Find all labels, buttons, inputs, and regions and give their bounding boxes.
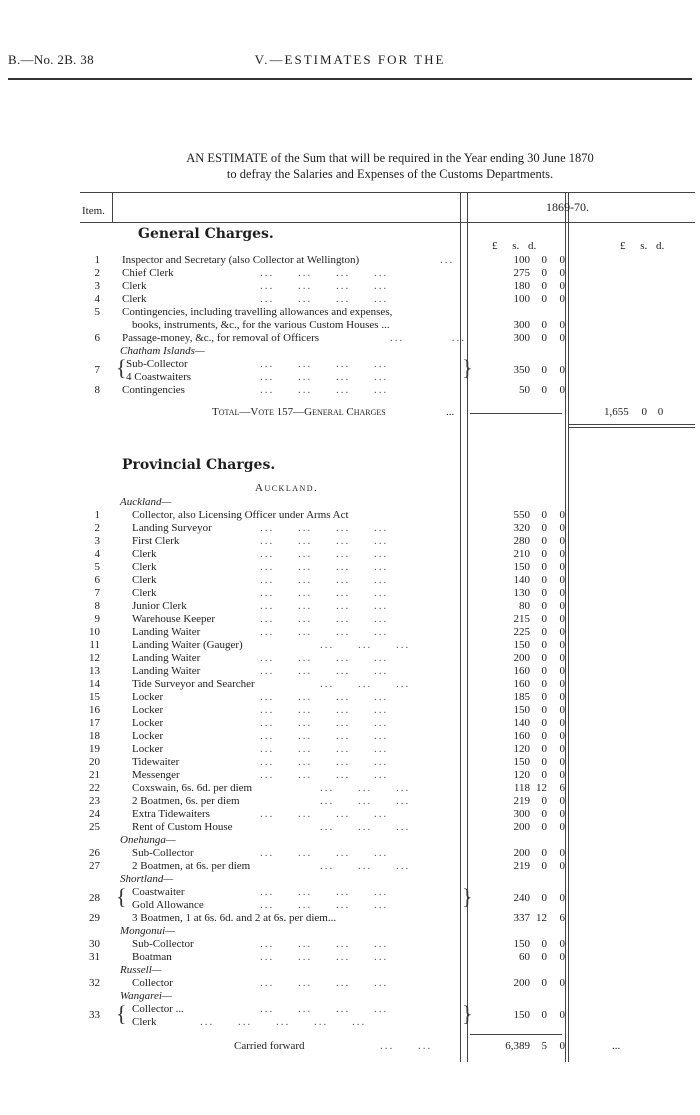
amount-pence: 0 (559, 600, 565, 612)
amount-pence: 0 (559, 587, 565, 599)
amount-shillings: 0 (541, 548, 547, 560)
item-number: 9 (94, 613, 100, 625)
shortland-label: Shortland— (120, 873, 174, 885)
item-description: Landing Waiter (132, 626, 201, 638)
item-description: Junior Clerk (132, 600, 187, 612)
item-description: Locker (132, 717, 164, 729)
dots: ... ... ... ... (260, 626, 389, 638)
header-rule (8, 78, 692, 80)
table-row: 30 Sub-Collector ... ... ... ... 150 0 0 (89, 938, 565, 950)
amount-pence: 0 (559, 548, 565, 560)
amount-pence: 0 (559, 574, 565, 586)
total-double-rule-2 (568, 427, 695, 428)
dots: ... ... ... ... (260, 730, 389, 742)
dots: ... ... ... ... (260, 665, 389, 677)
table-row (80, 587, 680, 600)
dots: ... ... ... ... (260, 561, 389, 573)
item-number: 16 (89, 704, 100, 716)
carried-forward-amount: 6,389 5 0 (505, 1040, 565, 1052)
dots: ... ... ... ... (260, 808, 389, 820)
dots: ... ... ... ... (260, 652, 389, 664)
dots: ... ... ... ... (260, 691, 389, 703)
item-description: Clerk (132, 587, 157, 599)
item-number: 6 (94, 574, 100, 586)
dots: ... ... ... ... (260, 743, 389, 755)
amount-shillings: 0 (541, 756, 547, 768)
amount-pounds: 150 (513, 704, 530, 716)
amount-shillings: 0 (541, 821, 547, 833)
item-description: Warehouse Keeper (132, 613, 216, 625)
item-number: 20 (89, 756, 100, 768)
chatham-islands-label: Chatham Islands— (120, 345, 205, 357)
section-provincial-charges: Provincial Charges. (122, 457, 276, 473)
dots: ... ... ... (320, 782, 411, 794)
currency-header-left (492, 240, 536, 252)
table-row: 31 Boatman ... ... ... ... 60 0 0 (89, 951, 565, 963)
right-brace: } (462, 1001, 473, 1026)
running-head: V.—ESTIMATES FOR THE (254, 52, 446, 67)
amount-shillings: 0 (541, 613, 547, 625)
amount-shillings: 0 (541, 652, 547, 664)
amount-pence: 0 (559, 509, 565, 521)
pence-label-2: d. (656, 240, 665, 252)
table-row (80, 769, 680, 782)
table-row: 1 Inspector and Secretary (also Collector at Wellington) ... 100 0 0 (94, 254, 565, 266)
amount-pence: 0 (559, 743, 565, 755)
table-row (80, 743, 680, 756)
item-description: Landing Waiter (132, 665, 201, 677)
dots: ... ... ... (320, 639, 411, 651)
carried-forward-label: Carried forward (234, 1040, 305, 1052)
amount-pence: 0 (559, 652, 565, 664)
table-row (80, 509, 680, 522)
amount-pounds: 210 (513, 548, 530, 560)
year-column-header: 1869-70. (546, 200, 589, 214)
dots: ... ... ... ... (260, 587, 389, 599)
dots: ... ... ... ... (260, 535, 389, 547)
item-number: 23 (89, 795, 100, 807)
table-row (80, 522, 680, 535)
amount-shillings: 0 (541, 522, 547, 534)
item-description: Locker (132, 730, 164, 742)
item-number: 12 (89, 652, 100, 664)
amount-pounds: 120 (513, 743, 530, 755)
table-row: books, instruments, &c., for the various Custom Houses ... 300 0 0 (132, 319, 565, 331)
title-line-1: AN ESTIMATE of the Sum that will be required in the Year ending 30 June 1870 (186, 151, 594, 165)
amount-shillings: 0 (541, 795, 547, 807)
dots: ... ... ... ... (260, 717, 389, 729)
section-general-charges: General Charges. (138, 226, 274, 242)
item-description: Landing Surveyor (132, 522, 212, 534)
amount-pounds: 215 (513, 613, 530, 625)
russell-label: Russell— (120, 964, 162, 976)
pence-label: d. (528, 240, 537, 252)
dots: ... ... ... ... (260, 574, 389, 586)
right-brace: } (462, 884, 473, 909)
table-row: 32 Collector ... ... ... ... 200 0 0 (89, 977, 565, 989)
table-row: 33 150 0 0 (89, 1009, 565, 1021)
amount-pounds: 550 (513, 509, 530, 521)
table-row (80, 717, 680, 730)
item-description: Clerk (132, 574, 157, 586)
shilling-label-2: s. (640, 240, 648, 252)
amount-shillings: 0 (541, 730, 547, 742)
dots: ... ... ... ... (260, 600, 389, 612)
shilling-label: s. (512, 240, 520, 252)
item-description: 2 Boatmen, 6s. per diem (132, 795, 240, 807)
total-rule (470, 413, 562, 414)
dots: ... ... ... ... (260, 704, 389, 716)
table-row: 6 Passage-money, &c., for removal of Officers ... ... 300 0 0 (94, 332, 565, 344)
amount-pence: 0 (559, 795, 565, 807)
item-description: Locker (132, 704, 164, 716)
amount-pence: 0 (559, 561, 565, 573)
amount-pounds: 185 (513, 691, 530, 703)
dots: ... ... ... ... (260, 756, 389, 768)
amount-pence: 0 (559, 522, 565, 534)
item-number: 22 (89, 782, 100, 794)
table-row (80, 665, 680, 678)
auckland-label: Auckland— (120, 496, 172, 508)
table-row: 29 3 Boatmen, 1 at 6s. 6d. and 2 at 6s. per diem... 337 12 6 (89, 912, 565, 924)
table-row (80, 574, 680, 587)
table-row (80, 652, 680, 665)
amount-pence: 0 (559, 691, 565, 703)
dots: ... ... ... ... (260, 548, 389, 560)
header-bottom-rule (80, 222, 695, 223)
carried-forward-right: ... (612, 1040, 621, 1052)
left-brace: { (116, 355, 127, 380)
amount-pounds: 200 (513, 821, 530, 833)
item-description: Collector, also Licensing Officer under Arms Act (132, 509, 349, 521)
amount-shillings: 0 (541, 626, 547, 638)
auckland-subheader: Auckland. (255, 482, 319, 494)
amount-shillings: 0 (541, 743, 547, 755)
amount-pence: 0 (559, 730, 565, 742)
amount-shillings: 0 (541, 665, 547, 677)
amount-pounds: 150 (513, 756, 530, 768)
table-row (80, 756, 680, 769)
amount-pence: 0 (559, 665, 565, 677)
table-row (80, 678, 680, 691)
amount-shillings: 0 (541, 769, 547, 781)
amount-shillings: 12 (536, 782, 547, 794)
amount-shillings: 0 (541, 535, 547, 547)
table-row: Gold Allowance ... ... ... ... (132, 899, 389, 911)
amount-pence: 0 (559, 535, 565, 547)
amount-pence: 0 (559, 639, 565, 651)
table-row: Clerk ... ... ... ... ... (132, 1016, 367, 1028)
amount-pounds: 140 (513, 717, 530, 729)
item-number: 14 (89, 678, 100, 690)
table-row: Coastwaiter ... ... ... ... (132, 886, 389, 898)
mongonui-label: Mongonui— (120, 925, 175, 937)
table-row (80, 639, 680, 652)
amount-shillings: 0 (541, 587, 547, 599)
amount-pounds: 160 (513, 665, 530, 677)
amount-pence: 0 (559, 704, 565, 716)
amount-pounds: 200 (513, 652, 530, 664)
pound-label: £ (492, 240, 498, 252)
item-number: 5 (94, 561, 100, 573)
table-row (80, 691, 680, 704)
item-number: 17 (89, 717, 100, 729)
item-description: Landing Waiter (Gauger) (132, 639, 243, 651)
item-description: Rent of Custom House (132, 821, 233, 833)
table-row: 3 Clerk ... ... ... ... 180 0 0 (94, 280, 565, 292)
table-row (80, 821, 680, 834)
table-row: 7 350 0 0 (94, 364, 565, 376)
item-number: 13 (89, 665, 100, 677)
amount-pence: 0 (559, 613, 565, 625)
amount-pence: 0 (559, 678, 565, 690)
item-number: 11 (89, 639, 100, 651)
item-number: 25 (89, 821, 100, 833)
table-row (80, 795, 680, 808)
table-row (80, 782, 680, 795)
item-number: 8 (94, 600, 100, 612)
table-row: 26 Sub-Collector ... ... ... ... 200 0 0 (89, 847, 565, 859)
amount-shillings: 0 (541, 704, 547, 716)
item-number: 24 (89, 808, 100, 820)
amount-shillings: 0 (541, 600, 547, 612)
item-description: Extra Tidewaiters (132, 808, 210, 820)
item-number: 18 (89, 730, 100, 742)
item-number: 2 (94, 522, 100, 534)
table-row: Sub-Collector ... ... ... ... (126, 358, 389, 370)
amount-pounds: 160 (513, 678, 530, 690)
dots: ... ... (380, 1040, 433, 1052)
title-line-2: to defray the Salaries and Expenses of the Customs Departments. (226, 167, 554, 181)
item-number: 1 (94, 509, 100, 521)
amount-shillings: 0 (541, 509, 547, 521)
amount-pounds: 219 (513, 795, 530, 807)
amount-pence: 0 (559, 821, 565, 833)
page-number: B.—No. 2B. 38 (8, 52, 94, 67)
item-number: 7 (94, 587, 100, 599)
item-description: Landing Waiter (132, 652, 201, 664)
table-row: 2 Chief Clerk ... ... ... ... 275 0 0 (94, 267, 565, 279)
item-number: 10 (89, 626, 100, 638)
amount-pounds: 130 (513, 587, 530, 599)
amount-pounds: 300 (513, 808, 530, 820)
carried-rule (470, 1034, 562, 1035)
table-row (80, 600, 680, 613)
right-brace: } (462, 355, 473, 380)
onehunga-label: Onehunga— (120, 834, 176, 846)
amount-pounds: 80 (519, 600, 530, 612)
estimate-title (130, 150, 650, 182)
amount-pounds: 225 (513, 626, 530, 638)
amount-shillings: 0 (541, 561, 547, 573)
item-description: Clerk (132, 561, 157, 573)
table-row (80, 535, 680, 548)
item-number: 15 (89, 691, 100, 703)
dots: ... ... ... ... (260, 769, 389, 781)
dots: ... (446, 406, 455, 418)
amount-shillings: 0 (541, 808, 547, 820)
table-row: Collector ... ... ... ... ... (132, 1003, 389, 1015)
dots: ... ... ... (320, 821, 411, 833)
item-description: Locker (132, 743, 164, 755)
table-row: 8 Contingencies ... ... ... ... 50 0 0 (94, 384, 565, 396)
dots: ... ... ... ... (260, 522, 389, 534)
amount-pence: 0 (559, 717, 565, 729)
table-row: 28 240 0 0 (89, 892, 565, 904)
item-description: Locker (132, 691, 164, 703)
amount-pounds: 160 (513, 730, 530, 742)
general-total-amount: 1,655 0 0 (604, 406, 664, 418)
wangarei-label: Wangarei— (120, 990, 172, 1002)
item-number: 21 (89, 769, 100, 781)
dots: ... ... ... ... (260, 613, 389, 625)
amount-shillings: 0 (541, 717, 547, 729)
table-row (80, 808, 680, 821)
table-row (80, 704, 680, 717)
dots: ... ... ... (320, 795, 411, 807)
item-number: 3 (94, 535, 100, 547)
dots: ... ... ... (320, 678, 411, 690)
amount-pounds: 150 (513, 561, 530, 573)
amount-pounds: 118 (513, 782, 530, 794)
amount-pence: 0 (559, 626, 565, 638)
table-row: 27 2 Boatmen, at 6s. per diem ... ... ... 219 0 0 (89, 860, 565, 872)
amount-pounds: 140 (513, 574, 530, 586)
item-description: First Clerk (132, 535, 180, 547)
amount-pounds: 120 (513, 769, 530, 781)
table-top-rule (80, 192, 695, 193)
table-row: 4 Clerk ... ... ... ... 100 0 0 (94, 293, 565, 305)
table-row (80, 613, 680, 626)
currency-header-right (620, 240, 664, 252)
pound-label-2: £ (620, 240, 626, 252)
item-number: 4 (94, 548, 100, 560)
amount-shillings: 0 (541, 639, 547, 651)
amount-pence: 0 (559, 769, 565, 781)
amount-shillings: 0 (541, 691, 547, 703)
amount-shillings: 0 (541, 678, 547, 690)
item-description: Tidewaiter (132, 756, 180, 768)
table-row (80, 548, 680, 561)
item-number: 19 (89, 743, 100, 755)
item-col-divider (112, 192, 113, 222)
amount-pounds: 280 (513, 535, 530, 547)
left-brace: { (116, 1001, 127, 1026)
amount-pence: 0 (559, 808, 565, 820)
item-description: Coxswain, 6s. 6d. per diem (132, 782, 253, 794)
table-row (80, 626, 680, 639)
general-total-label: Total—Vote 157—General Charges (212, 406, 386, 418)
total-double-rule-1 (568, 424, 695, 425)
item-column-header: Item. (82, 205, 105, 217)
left-brace: { (116, 884, 127, 909)
table-row (80, 730, 680, 743)
item-description: Tide Surveyor and Searcher (132, 678, 255, 690)
amount-pence: 6 (559, 782, 565, 794)
amount-pounds: 150 (513, 639, 530, 651)
table-row: 5 Contingencies, including travelling allowances and expenses, (94, 306, 393, 318)
amount-pence: 0 (559, 756, 565, 768)
amount-pounds: 320 (513, 522, 530, 534)
item-description: Messenger (132, 769, 180, 781)
amount-shillings: 0 (541, 574, 547, 586)
table-row: 4 Coastwaiters ... ... ... ... (126, 371, 389, 383)
item-description: Clerk (132, 548, 157, 560)
table-row (80, 561, 680, 574)
